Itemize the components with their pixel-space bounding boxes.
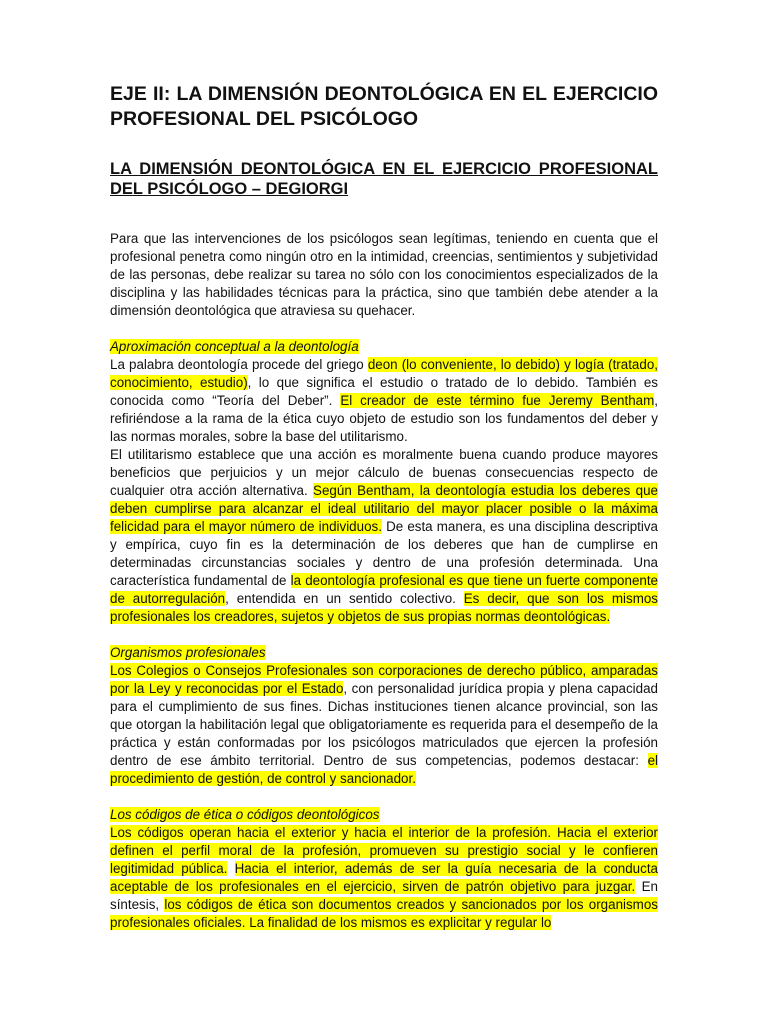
- highlighted-text: el procedimiento de gestión, de control y sancionador.: [110, 753, 658, 786]
- section-heading-deontologia: [110, 338, 658, 356]
- body-text: El utilitarismo establece que una acción es moralmente buena cuando produce mayores beneficios que perjuicios y un mejor cálculo de buenas consecuencias respecto de cualquier otra acción alternativa.: [110, 447, 658, 498]
- highlighted-text: Hacia el interior, además de ser la guía necesaria de la conducta aceptable de los profesionales en el ejercicio, sirven de patrón objetivo para juzgar.: [110, 861, 658, 894]
- body-text: , entendida en un sentido colectivo.: [225, 591, 464, 606]
- section-heading-text: Aproximación conceptual a la deontología: [110, 339, 359, 354]
- section-heading-text: Los códigos de ética o códigos deontológicos: [110, 807, 380, 822]
- section-heading-organismos: [110, 644, 658, 662]
- organismos-paragraph: [110, 662, 658, 788]
- body-text: , con personalidad jurídica propia y plena capacidad para el cumplimiento de sus fines. Dichas instituciones tienen alcance provincial, son las que otorgan la habilitación legal que obligatoriamente es requerida para el desempeño de la práctica y están conformadas por los psicólogos matriculados que ejercen la profesión dentro de ese ámbito territorial. Dentro de sus competencias, podemos destacar:: [110, 681, 658, 768]
- codigos-paragraph: [110, 824, 658, 932]
- body-text: , refiriéndose a la rama de la ética cuyo objeto de estudio son los fundamentos del deber y las normas morales, sobre la base del utilitarismo.: [110, 393, 658, 444]
- highlighted-text: El creador de este término fue Jeremy Bentham: [340, 393, 655, 408]
- document-subtitle: LA DIMENSIÓN DEONTOLÓGICA EN EL EJERCICIO PROFESIONAL DEL PSICÓLOGO – DEGIORGI: [110, 160, 658, 198]
- highlighted-text: Los códigos operan hacia el exterior y hacia el interior de la profesión. Hacia el exterior definen el perfil moral de la profesión, promueven su prestigio social y le confieren legitimidad pública.: [110, 825, 658, 876]
- body-text: La palabra deontología procede del griego: [110, 357, 368, 372]
- highlighted-text: la deontología profesional es que tiene un fuerte componente de autorregulación: [110, 573, 659, 606]
- highlighted-text: Los Colegios o Consejos Profesionales son corporaciones de derecho público, amparadas por la Ley y reconocidas por el Estado: [110, 663, 658, 696]
- body-text: De esta manera, es una disciplina descriptiva y empírica, cuyo fin es la determinación de los deberes que han de cumplirse en determinadas circunstancias sociales y dentro de una profesión determinada. Una característica fundamental de: [110, 519, 658, 588]
- body-text: [227, 861, 234, 876]
- body-text: En síntesis,: [110, 879, 658, 912]
- highlighted-text: Según Bentham, la deontología estudia los deberes que deben cumplirse para alcanzar el ideal utilitario del mayor placer posible o la máxima felicidad para el mayor número de individuos.: [110, 483, 658, 534]
- deontologia-paragraph-1: [110, 356, 658, 446]
- intro-paragraph: [110, 230, 658, 320]
- highlighted-text: los códigos de ética son documentos creados y sancionados por los organismos profesionales oficiales. La finalidad de los mismos es explicitar y regular lo: [110, 897, 658, 930]
- highlighted-text: Es decir, que son los mismos profesionales los creadores, sujetos y objetos de sus propias normas deontológicas.: [110, 591, 658, 624]
- document-title: EJE II: LA DIMENSIÓN DEONTOLÓGICA EN EL EJERCICIO PROFESIONAL DEL PSICÓLOGO: [110, 83, 658, 130]
- highlighted-text: deon (lo conveniente, lo debido) y logía (tratado, conocimiento, estudio): [110, 357, 658, 390]
- body-text: , lo que significa el estudio o tratado de lo debido. También es conocida como “Teoría del Deber”.: [110, 375, 658, 408]
- section-heading-text: Organismos profesionales: [110, 645, 266, 660]
- body-text: Para que las intervenciones de los psicólogos sean legítimas, teniendo en cuenta que el profesional penetra como ningún otro en la intimidad, creencias, sentimientos y subjetividad de las personas, debe realizar su tarea no sólo con los conocimientos especializados de la disciplina y las habilidades técnicas para la práctica, sino que también debe atender a la dimensión deontológica que atraviesa su quehacer.: [110, 231, 658, 318]
- deontologia-paragraph-2: [110, 446, 658, 626]
- section-heading-codigos: [110, 806, 658, 824]
